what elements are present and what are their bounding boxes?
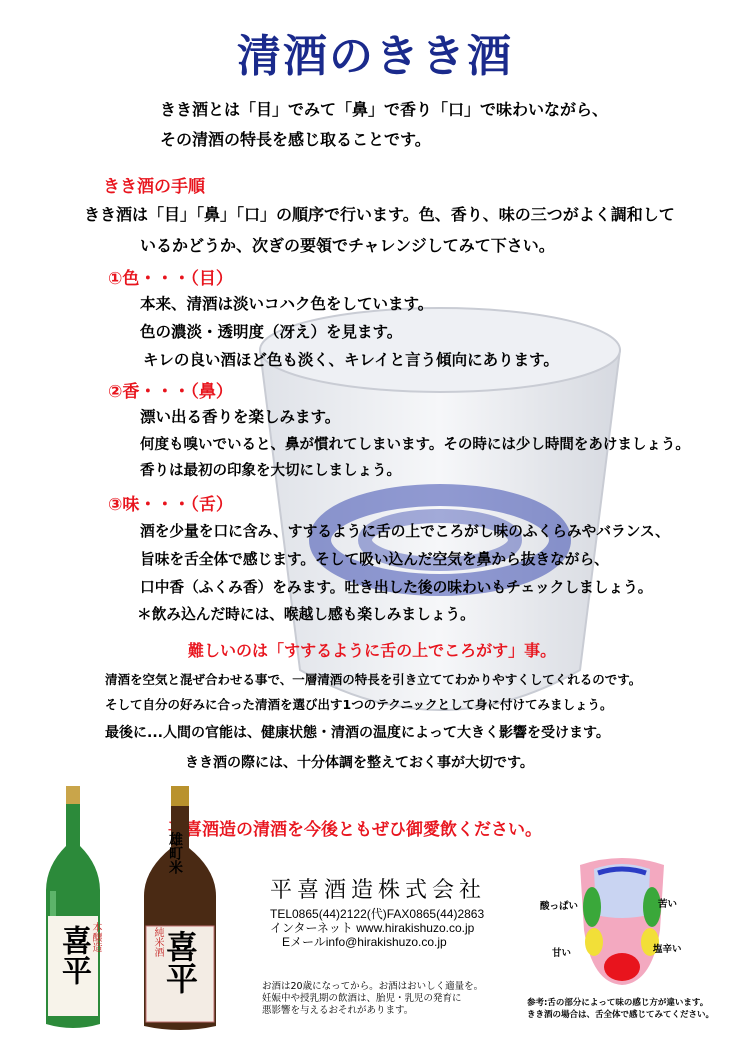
procedure-line-1: きき酒は「目」「鼻」「口」の順序で行います。色、香り、味の三つがよく調和して xyxy=(84,205,675,224)
tongue-caption-1: 参考:舌の部分によって味の感じ方が違います。 xyxy=(527,998,709,1008)
closing-line-4: きき酒の際には、十分体調を整えておく事が大切です。 xyxy=(185,755,534,771)
procedure-line-2: いるかどうか、次ぎの要領でチャレンジしてみて下さい。 xyxy=(140,236,555,255)
sour-label: 酸っぱい xyxy=(540,901,579,912)
honjozo-bottle-image xyxy=(42,786,104,1031)
section-taste-line: ＊飲み込んだ時には、喉越し感も楽しみましょう。 xyxy=(137,606,475,623)
section-taste-line: 旨味を舌全体で感じます。そして吸い込んだ空気を鼻から抜きながら、 xyxy=(140,551,609,568)
section-taste-line: 口中香（ふくみ香）をみます。吐き出した後の味わいもチェックしましょう。 xyxy=(140,579,653,596)
slogan: 平喜酒造の清酒を今後ともぜひ御愛飲ください。 xyxy=(168,820,542,840)
company-tel-fax: TEL0865(44)2122(代)FAX0865(44)2863 xyxy=(270,907,485,921)
junmai-top-label: 雄町米 xyxy=(167,832,183,874)
intro-line-1: きき酒とは「目」でみて「鼻」で香り「口」で味わいながら、 xyxy=(160,100,609,119)
section-taste-line: 酒を少量を口に含み、すするように舌の上でころがし味のふくらみやバランス、 xyxy=(140,523,670,540)
emphasis-text: 難しいのは「すするように舌の上でころがす」事。 xyxy=(188,641,557,660)
procedure-heading: きき酒の手順 xyxy=(103,177,205,197)
company-website[interactable]: インターネット www.hirakishuzo.co.jp xyxy=(270,921,475,935)
closing-line-2: そして自分の好みに合った清酒を選び出す1つのテクニックとして身に付けてみましょう。 xyxy=(105,697,613,712)
health-notice: 悪影響を与えるおそれがあります。 xyxy=(262,1005,414,1016)
section-aroma-line: 香りは最初の印象を大切にしましょう。 xyxy=(140,463,401,479)
junmai-bottle-image xyxy=(140,786,220,1033)
closing-line-3: 最後に...人間の官能は、健康状態・清酒の温度によって大きく影響を受けます。 xyxy=(105,725,610,741)
pregnancy-notice: 妊娠中や授乳期の飲酒は、胎児・乳児の発育に xyxy=(262,993,462,1004)
company-name: 平喜酒造株式会社 xyxy=(270,878,487,903)
company-email[interactable]: Eメールinfo@hirakishuzo.co.jp xyxy=(282,935,447,949)
section-aroma-line: 漂い出る香りを楽しみます。 xyxy=(140,408,341,426)
salty-label: 塩辛い xyxy=(653,944,682,955)
junmai-type-label: 純米酒 xyxy=(152,927,163,957)
section-color-line: 色の濃淡・透明度（冴え）を見ます。 xyxy=(140,323,403,341)
section-aroma-line: 何度も嗅いでいると、鼻が慣れてしまいます。その時には少し時間をあけましょう。 xyxy=(140,437,690,453)
closing-line-1: 清酒を空気と混ぜ合わせる事で、一層清酒の特長を引き立ててわかりやすくしてくれるのです。 xyxy=(105,672,642,687)
honjozo-type-label: 本醸造 xyxy=(90,922,101,952)
honjozo-brand-label: 喜平 xyxy=(56,925,91,985)
section-taste-heading: ③味・・・（舌） xyxy=(108,495,233,515)
page-title: 清酒のきき酒 xyxy=(237,31,513,82)
tongue-taste-map xyxy=(572,855,672,990)
section-color-heading: ①色・・・（目） xyxy=(108,269,233,289)
age-notice: お酒は20歳になってから。お酒はおいしく適量を。 xyxy=(262,981,484,992)
section-color-line: キレの良い酒ほど色も淡く、キレイと言う傾向にあります。 xyxy=(143,351,559,369)
bitter-label: 苦い xyxy=(658,899,678,910)
section-aroma-heading: ②香・・・（鼻） xyxy=(108,382,233,402)
intro-line-2: その清酒の特長を感じ取ることです。 xyxy=(160,130,431,149)
junmai-brand-label: 喜平 xyxy=(161,930,199,994)
sweet-label: 甘い xyxy=(552,948,572,959)
section-color-line: 本来、清酒は淡いコハク色をしています。 xyxy=(140,295,434,313)
tongue-caption-2: きき酒の場合は、舌全体で感じてみてください。 xyxy=(527,1010,715,1020)
